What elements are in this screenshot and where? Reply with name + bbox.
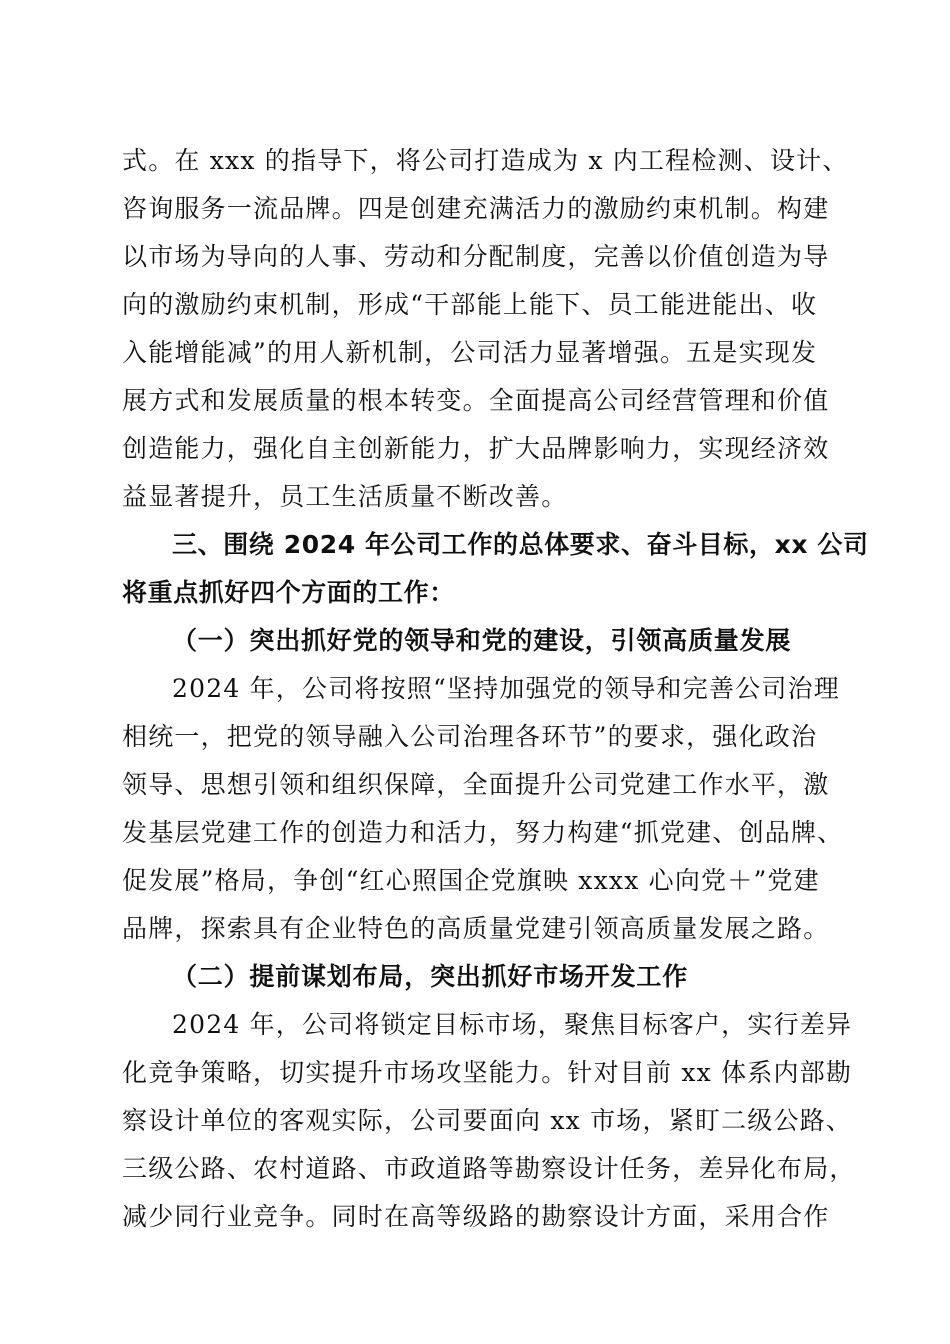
paragraph-line: 向的激励约束机制，形成“干部能上能下、员工能进能出、收 <box>122 290 818 319</box>
paragraph-line: 以市场为导向的人事、劳动和分配制度，完善以价值创造为导 <box>122 242 830 271</box>
paragraph-line: 品牌，探索具有企业特色的高质量党建引领高质量发展之路。 <box>122 914 830 943</box>
section-heading-continuation: 将重点抓好四个方面的工作： <box>122 578 455 607</box>
subsection-heading: （二）提前谋划布局，突出抓好市场开发工作 <box>172 962 689 991</box>
paragraph-line: 化竞争策略，切实提升市场攻坚能力。针对目前 xx 体系内部勘 <box>122 1058 853 1087</box>
section-heading: 三、围绕 2024 年公司工作的总体要求、奋斗目标，xx 公司 <box>172 530 869 559</box>
paragraph-line: 三级公路、农村道路、市政道路等勘察设计任务，差异化布局， <box>122 1154 856 1183</box>
paragraph-line: 创造能力，强化自主创新能力，扩大品牌影响力，实现经济效 <box>122 434 830 463</box>
paragraph-line: 察设计单位的客观实际，公司要面向 xx 市场，紧盯二级公路、 <box>122 1106 853 1135</box>
paragraph-line: 减少同行业竞争。同时在高等级路的勘察设计方面，采用合作 <box>122 1202 830 1231</box>
paragraph-line: 咨询服务一流品牌。四是创建充满活力的激励约束机制。构建 <box>122 194 830 223</box>
paragraph-line: 领导、思想引领和组织保障，全面提升公司党建工作水平，激 <box>122 770 830 799</box>
paragraph-line: 式。在 xxx 的指导下，将公司打造成为 x 内工程检测、设计、 <box>122 146 849 175</box>
paragraph-line: 促发展”格局，争创“红心照国企党旗映 xxxx 心向党＋”党建 <box>122 866 820 895</box>
paragraph-line: 2024 年，公司将按照“坚持加强党的领导和完善公司治理 <box>172 674 840 703</box>
paragraph-line: 入能增能减”的用人新机制，公司活力显著增强。五是实现发 <box>122 338 818 367</box>
subsection-heading: （一）突出抓好党的领导和党的建设，引领高质量发展 <box>172 626 792 655</box>
paragraph-line: 相统一，把党的领导融入公司治理各环节”的要求，强化政治 <box>122 722 818 751</box>
paragraph-line: 益显著提升，员工生活质量不断改善。 <box>122 482 568 511</box>
paragraph-line: 发基层党建工作的创造力和活力，努力构建“抓党建、创品牌、 <box>122 818 844 847</box>
paragraph-line: 2024 年，公司将锁定目标市场，聚焦目标客户，实行差异 <box>172 1010 853 1039</box>
paragraph-line: 展方式和发展质量的根本转变。全面提高公司经营管理和价值 <box>122 386 830 415</box>
